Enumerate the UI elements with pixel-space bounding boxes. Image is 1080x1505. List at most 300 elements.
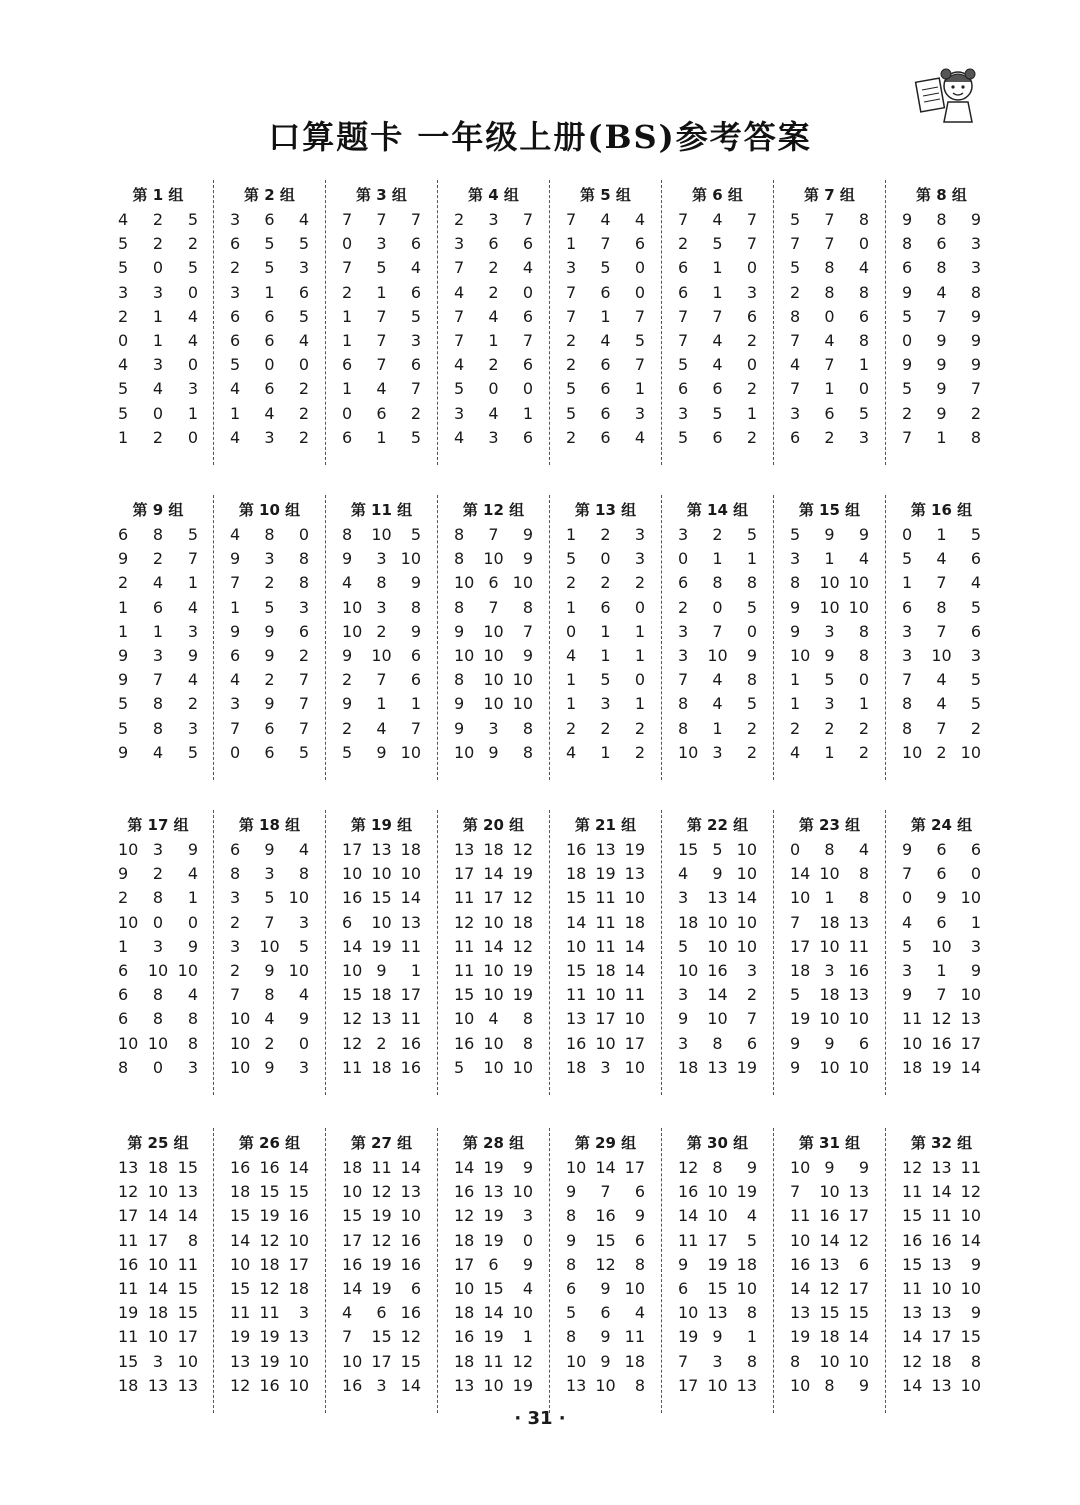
answer-value: 9 xyxy=(600,1351,611,1371)
answer-value: 7 xyxy=(790,330,801,350)
answer-value: 3 xyxy=(858,427,869,447)
answer-value: 10 xyxy=(736,864,757,884)
answer-value: 2 xyxy=(342,282,353,302)
answer-value: 6 xyxy=(298,621,309,641)
answer-row xyxy=(102,620,214,644)
answer-value: 1 xyxy=(824,888,835,908)
answer-row xyxy=(886,547,997,571)
answer-value: 10 xyxy=(960,888,981,908)
answer-value: 5 xyxy=(858,403,869,423)
answer-row xyxy=(214,1301,325,1325)
answer-row xyxy=(326,1156,437,1180)
answer-row xyxy=(886,1374,997,1398)
answer-value: 1 xyxy=(118,597,129,617)
answer-value: 15 xyxy=(566,960,587,980)
answer-value: 1 xyxy=(712,258,723,278)
answer-row xyxy=(774,547,885,571)
answer-value: 5 xyxy=(712,840,723,859)
answer-value: 4 xyxy=(376,718,387,738)
answer-row xyxy=(774,1350,885,1374)
group-label: 第 16 组 xyxy=(910,501,973,519)
answer-value: 5 xyxy=(600,258,611,278)
answer-row xyxy=(662,959,773,983)
answer-value: 3 xyxy=(790,549,801,569)
answer-value: 8 xyxy=(522,742,533,762)
answer-value: 8 xyxy=(152,525,164,544)
answer-row xyxy=(886,377,997,401)
answer-value: 5 xyxy=(678,355,689,375)
answer-value: 2 xyxy=(790,718,801,738)
answer-value: 15 xyxy=(454,985,475,1005)
answer-value: 11 xyxy=(118,1230,139,1250)
answer-value: 9 xyxy=(746,1158,757,1177)
answer-value: 3 xyxy=(678,888,689,908)
answer-value: 8 xyxy=(936,210,947,229)
answer-value: 5 xyxy=(187,525,198,544)
answer-value: 18 xyxy=(118,1375,139,1395)
answer-row xyxy=(438,208,549,232)
answer-row xyxy=(662,1204,773,1228)
answer-value: 0 xyxy=(902,525,913,544)
answer-value: 1 xyxy=(712,549,723,569)
answer-row xyxy=(326,886,437,910)
answer-value: 2 xyxy=(376,621,387,641)
answer-value: 1 xyxy=(376,427,387,447)
answer-group xyxy=(213,180,325,465)
answer-value: 18 xyxy=(371,1057,392,1077)
answer-value: 16 xyxy=(259,1158,280,1177)
answer-row xyxy=(214,886,325,910)
answer-value: 9 xyxy=(522,1254,533,1274)
answer-value: 15 xyxy=(707,1278,728,1298)
answer-value: 7 xyxy=(342,210,353,229)
answer-value: 6 xyxy=(566,1278,577,1298)
answer-group xyxy=(885,810,997,1095)
answer-row xyxy=(326,232,437,256)
answer-row xyxy=(214,523,325,547)
answer-row xyxy=(774,717,885,741)
answer-row xyxy=(438,717,549,741)
answer-value: 10 xyxy=(454,742,475,762)
answer-value: 4 xyxy=(824,330,835,350)
answer-row xyxy=(438,353,549,377)
answer-value: 14 xyxy=(147,1278,169,1298)
answer-value: 19 xyxy=(512,985,533,1005)
answer-group xyxy=(773,180,885,465)
answer-value: 2 xyxy=(746,379,757,399)
answer-row xyxy=(886,426,997,450)
answer-group xyxy=(102,1128,214,1413)
answer-value: 0 xyxy=(298,525,309,544)
answer-row xyxy=(214,1056,325,1080)
group-label: 第 10 组 xyxy=(238,501,301,519)
answer-row xyxy=(326,1277,437,1301)
answer-value: 9 xyxy=(118,742,129,762)
answer-value: 2 xyxy=(746,330,757,350)
answer-value: 3 xyxy=(187,379,198,399)
answer-value: 7 xyxy=(678,1351,689,1371)
answer-value: 14 xyxy=(624,960,645,980)
answer-value: 19 xyxy=(512,864,533,884)
answer-value: 10 xyxy=(483,912,504,932)
answer-value: 9 xyxy=(936,403,947,423)
answer-value: 7 xyxy=(824,355,835,375)
answer-value: 10 xyxy=(931,645,952,665)
answer-value: 8 xyxy=(746,1351,757,1371)
answer-value: 19 xyxy=(790,1009,811,1029)
answer-row xyxy=(438,1180,549,1204)
answer-value: 11 xyxy=(454,888,475,908)
answer-row xyxy=(214,208,325,232)
answer-value: 8 xyxy=(824,1375,835,1395)
answer-value: 2 xyxy=(746,985,757,1005)
answer-row xyxy=(886,402,997,426)
answer-value: 9 xyxy=(790,1033,801,1053)
answer-row xyxy=(662,668,773,692)
answer-value: 1 xyxy=(118,621,129,641)
answer-row xyxy=(102,571,214,595)
answer-value: 9 xyxy=(522,1158,533,1177)
answer-value: 2 xyxy=(566,330,577,350)
answer-value: 5 xyxy=(118,403,129,423)
answer-value: 7 xyxy=(376,670,387,690)
answer-row xyxy=(774,1007,885,1031)
answer-value: 15 xyxy=(902,1206,923,1226)
answer-value: 13 xyxy=(848,1182,869,1202)
answer-value: 10 xyxy=(707,936,728,956)
answer-value: 6 xyxy=(522,355,533,375)
group-label: 第 25 组 xyxy=(127,1134,189,1152)
answer-value: 0 xyxy=(298,1033,309,1053)
answer-value: 12 xyxy=(902,1158,923,1177)
answer-value: 16 xyxy=(230,1158,251,1177)
answer-value: 5 xyxy=(264,234,275,254)
answer-value: 4 xyxy=(858,840,869,859)
answer-value: 8 xyxy=(454,670,465,690)
group-label: 第 3 组 xyxy=(356,186,407,204)
answer-value: 9 xyxy=(264,645,275,665)
answer-value: 13 xyxy=(118,1158,139,1177)
answer-value: 6 xyxy=(858,306,869,326)
answer-value: 10 xyxy=(790,645,811,665)
answer-value: 3 xyxy=(600,694,611,714)
answer-value: 4 xyxy=(566,645,577,665)
answer-value: 13 xyxy=(819,1254,840,1274)
answer-value: 7 xyxy=(712,306,723,326)
answer-value: 8 xyxy=(634,1254,645,1274)
answer-value: 10 xyxy=(483,549,504,569)
answer-value: 1 xyxy=(600,621,611,641)
answer-row xyxy=(774,668,885,692)
answer-row xyxy=(214,862,325,886)
answer-value: 1 xyxy=(522,1327,533,1347)
answer-value: 6 xyxy=(746,1033,757,1053)
answer-value: 10 xyxy=(848,597,869,617)
answer-row xyxy=(886,983,997,1007)
answer-value: 14 xyxy=(483,936,504,956)
answer-value: 19 xyxy=(790,1327,811,1347)
answer-row xyxy=(774,741,885,765)
answer-row xyxy=(102,1301,214,1325)
answer-value: 7 xyxy=(970,379,981,399)
answer-value: 5 xyxy=(298,306,309,326)
answer-row xyxy=(886,1253,997,1277)
answer-value: 7 xyxy=(678,670,689,690)
answer-value: 16 xyxy=(566,840,587,859)
answer-value: 17 xyxy=(848,1206,869,1226)
answer-row xyxy=(326,717,437,741)
answer-value: 5 xyxy=(264,258,275,278)
answer-group xyxy=(437,495,549,780)
answer-value: 8 xyxy=(902,718,913,738)
answer-value: 5 xyxy=(454,379,465,399)
answer-row xyxy=(550,1156,661,1180)
answer-value: 10 xyxy=(147,1327,169,1347)
answer-row xyxy=(886,741,997,765)
answer-value: 0 xyxy=(522,1230,533,1250)
answer-value: 2 xyxy=(187,234,198,254)
answer-value: 5 xyxy=(970,670,981,690)
answer-value: 5 xyxy=(264,597,275,617)
answer-value: 3 xyxy=(298,597,309,617)
answer-row xyxy=(438,426,549,450)
answer-value: 15 xyxy=(595,1230,616,1250)
answer-row xyxy=(886,305,997,329)
answer-row xyxy=(326,305,437,329)
group-block xyxy=(102,495,996,780)
answer-value: 1 xyxy=(230,597,241,617)
answer-value: 3 xyxy=(376,1375,387,1395)
answer-value: 8 xyxy=(152,985,164,1005)
answer-value: 19 xyxy=(736,1057,757,1077)
answer-value: 0 xyxy=(342,403,353,423)
answer-row xyxy=(886,1007,997,1031)
answer-value: 7 xyxy=(790,912,801,932)
answer-value: 3 xyxy=(152,1351,164,1371)
answer-value: 7 xyxy=(790,1182,801,1202)
answer-row xyxy=(774,1204,885,1228)
answer-value: 6 xyxy=(970,840,981,859)
answer-value: 5 xyxy=(118,379,129,399)
answer-value: 3 xyxy=(634,549,645,569)
answer-value: 19 xyxy=(931,1057,952,1077)
group-label: 第 6 组 xyxy=(692,186,743,204)
answer-value: 16 xyxy=(400,1033,421,1053)
answer-value: 0 xyxy=(790,840,801,859)
answer-value: 8 xyxy=(566,1206,577,1226)
answer-row xyxy=(774,329,885,353)
answer-value: 14 xyxy=(177,1206,198,1226)
answer-row xyxy=(214,281,325,305)
answer-value: 3 xyxy=(376,234,387,254)
answer-row xyxy=(662,1007,773,1031)
answer-value: 10 xyxy=(819,573,840,593)
answer-group xyxy=(885,180,997,465)
answer-value: 7 xyxy=(746,234,757,254)
answer-value: 7 xyxy=(902,864,913,884)
answer-row xyxy=(886,1325,997,1349)
answer-value: 6 xyxy=(410,282,421,302)
answer-value: 10 xyxy=(342,621,363,641)
answer-row xyxy=(326,402,437,426)
answer-value: 5 xyxy=(790,985,801,1005)
answer-value: 2 xyxy=(858,718,869,738)
answer-value: 3 xyxy=(488,427,499,447)
answer-value: 1 xyxy=(712,282,723,302)
answer-value: 9 xyxy=(746,645,757,665)
answer-value: 18 xyxy=(371,985,392,1005)
answer-row xyxy=(886,256,997,280)
answer-value: 1 xyxy=(522,403,533,423)
answer-row xyxy=(886,644,997,668)
answer-value: 10 xyxy=(483,645,504,665)
answer-value: 17 xyxy=(454,1254,475,1274)
answer-value: 6 xyxy=(600,597,611,617)
answer-row xyxy=(774,983,885,1007)
answer-value: 3 xyxy=(970,234,981,254)
answer-value: 15 xyxy=(960,1327,981,1347)
answer-value: 1 xyxy=(187,888,198,908)
answer-row xyxy=(102,523,214,547)
answer-value: 2 xyxy=(566,355,577,375)
answer-value: 12 xyxy=(371,1230,392,1250)
answer-value: 0 xyxy=(264,355,275,375)
answer-value: 9 xyxy=(970,306,981,326)
answer-value: 12 xyxy=(512,936,533,956)
answer-value: 6 xyxy=(488,234,499,254)
answer-value: 10 xyxy=(371,864,392,884)
answer-value: 10 xyxy=(147,1033,169,1053)
answer-row xyxy=(886,935,997,959)
answer-value: 3 xyxy=(678,985,689,1005)
answer-value: 10 xyxy=(400,1206,421,1226)
answer-value: 18 xyxy=(400,840,421,859)
group-label: 第 20 组 xyxy=(462,816,525,834)
answer-value: 11 xyxy=(400,1009,421,1029)
answer-row xyxy=(662,1253,773,1277)
answer-value: 4 xyxy=(230,379,241,399)
answer-value: 7 xyxy=(522,210,533,229)
answer-row xyxy=(214,305,325,329)
answer-value: 11 xyxy=(342,1057,363,1077)
answer-row xyxy=(326,741,437,765)
answer-value: 11 xyxy=(902,1278,923,1298)
answer-row xyxy=(438,935,549,959)
answer-value: 18 xyxy=(147,1303,169,1323)
answer-value: 3 xyxy=(678,403,689,423)
answer-value: 11 xyxy=(624,1327,645,1347)
answer-value: 9 xyxy=(600,1278,611,1298)
answer-row xyxy=(102,377,214,401)
answer-value: 8 xyxy=(746,670,757,690)
answer-row xyxy=(214,717,325,741)
answer-value: 7 xyxy=(600,1182,611,1202)
answer-value: 10 xyxy=(342,864,363,884)
answer-value: 1 xyxy=(824,379,835,399)
answer-value: 3 xyxy=(152,840,164,859)
answer-value: 0 xyxy=(824,306,835,326)
answer-value: 12 xyxy=(512,1351,533,1371)
answer-row xyxy=(774,1032,885,1056)
answer-value: 9 xyxy=(634,1206,645,1226)
answer-value: 16 xyxy=(790,1254,811,1274)
answer-value: 13 xyxy=(960,1009,981,1029)
answer-value: 2 xyxy=(118,306,129,326)
answer-value: 10 xyxy=(848,1057,869,1077)
answer-value: 18 xyxy=(819,1327,840,1347)
answer-value: 12 xyxy=(259,1278,280,1298)
answer-row xyxy=(662,232,773,256)
answer-value: 10 xyxy=(371,525,392,544)
answer-row xyxy=(774,838,885,862)
answer-value: 8 xyxy=(712,1158,723,1177)
answer-value: 8 xyxy=(936,258,947,278)
answer-row xyxy=(326,644,437,668)
answer-row xyxy=(550,1253,661,1277)
answer-row xyxy=(102,426,214,450)
answer-value: 7 xyxy=(230,985,241,1005)
answer-value: 17 xyxy=(707,1230,728,1250)
answer-value: 2 xyxy=(712,525,723,544)
answer-value: 3 xyxy=(264,549,275,569)
answer-value: 7 xyxy=(454,330,465,350)
answer-value: 14 xyxy=(624,936,645,956)
answer-value: 10 xyxy=(790,1375,811,1395)
answer-value: 4 xyxy=(410,258,421,278)
answer-value: 6 xyxy=(230,645,241,665)
answer-row xyxy=(214,741,325,765)
answer-value: 11 xyxy=(230,1303,251,1323)
answer-value: 8 xyxy=(118,1057,129,1077)
answer-value: 9 xyxy=(970,960,981,980)
answer-value: 7 xyxy=(790,234,801,254)
answer-value: 8 xyxy=(187,1009,198,1029)
answer-value: 8 xyxy=(858,621,869,641)
answer-value: 16 xyxy=(400,1303,421,1323)
answer-value: 8 xyxy=(342,525,353,544)
answer-value: 7 xyxy=(566,306,577,326)
answer-value: 3 xyxy=(230,282,241,302)
answer-row xyxy=(102,1350,214,1374)
answer-row xyxy=(102,886,214,910)
answer-value: 10 xyxy=(118,912,139,932)
answer-value: 10 xyxy=(342,1182,363,1202)
answer-row xyxy=(326,668,437,692)
answer-value: 16 xyxy=(400,1230,421,1250)
answer-value: 2 xyxy=(746,718,757,738)
answer-row xyxy=(326,862,437,886)
group-label: 第 13 组 xyxy=(574,501,637,519)
answer-value: 17 xyxy=(342,1230,363,1250)
answer-value: 0 xyxy=(902,888,913,908)
answer-value: 9 xyxy=(454,718,465,738)
answer-value: 10 xyxy=(454,1278,475,1298)
answer-row xyxy=(214,256,325,280)
answer-value: 4 xyxy=(187,306,198,326)
answer-row xyxy=(662,281,773,305)
answer-value: 1 xyxy=(600,306,611,326)
answer-value: 16 xyxy=(678,1182,699,1202)
group-label: 第 14 组 xyxy=(686,501,749,519)
answer-value: 2 xyxy=(824,718,835,738)
answer-value: 18 xyxy=(566,864,587,884)
answer-value: 16 xyxy=(819,1206,840,1226)
answer-value: 10 xyxy=(483,1375,504,1395)
answer-group xyxy=(885,1128,997,1413)
answer-value: 10 xyxy=(454,573,475,593)
answer-value: 7 xyxy=(634,306,645,326)
answer-value: 17 xyxy=(790,936,811,956)
